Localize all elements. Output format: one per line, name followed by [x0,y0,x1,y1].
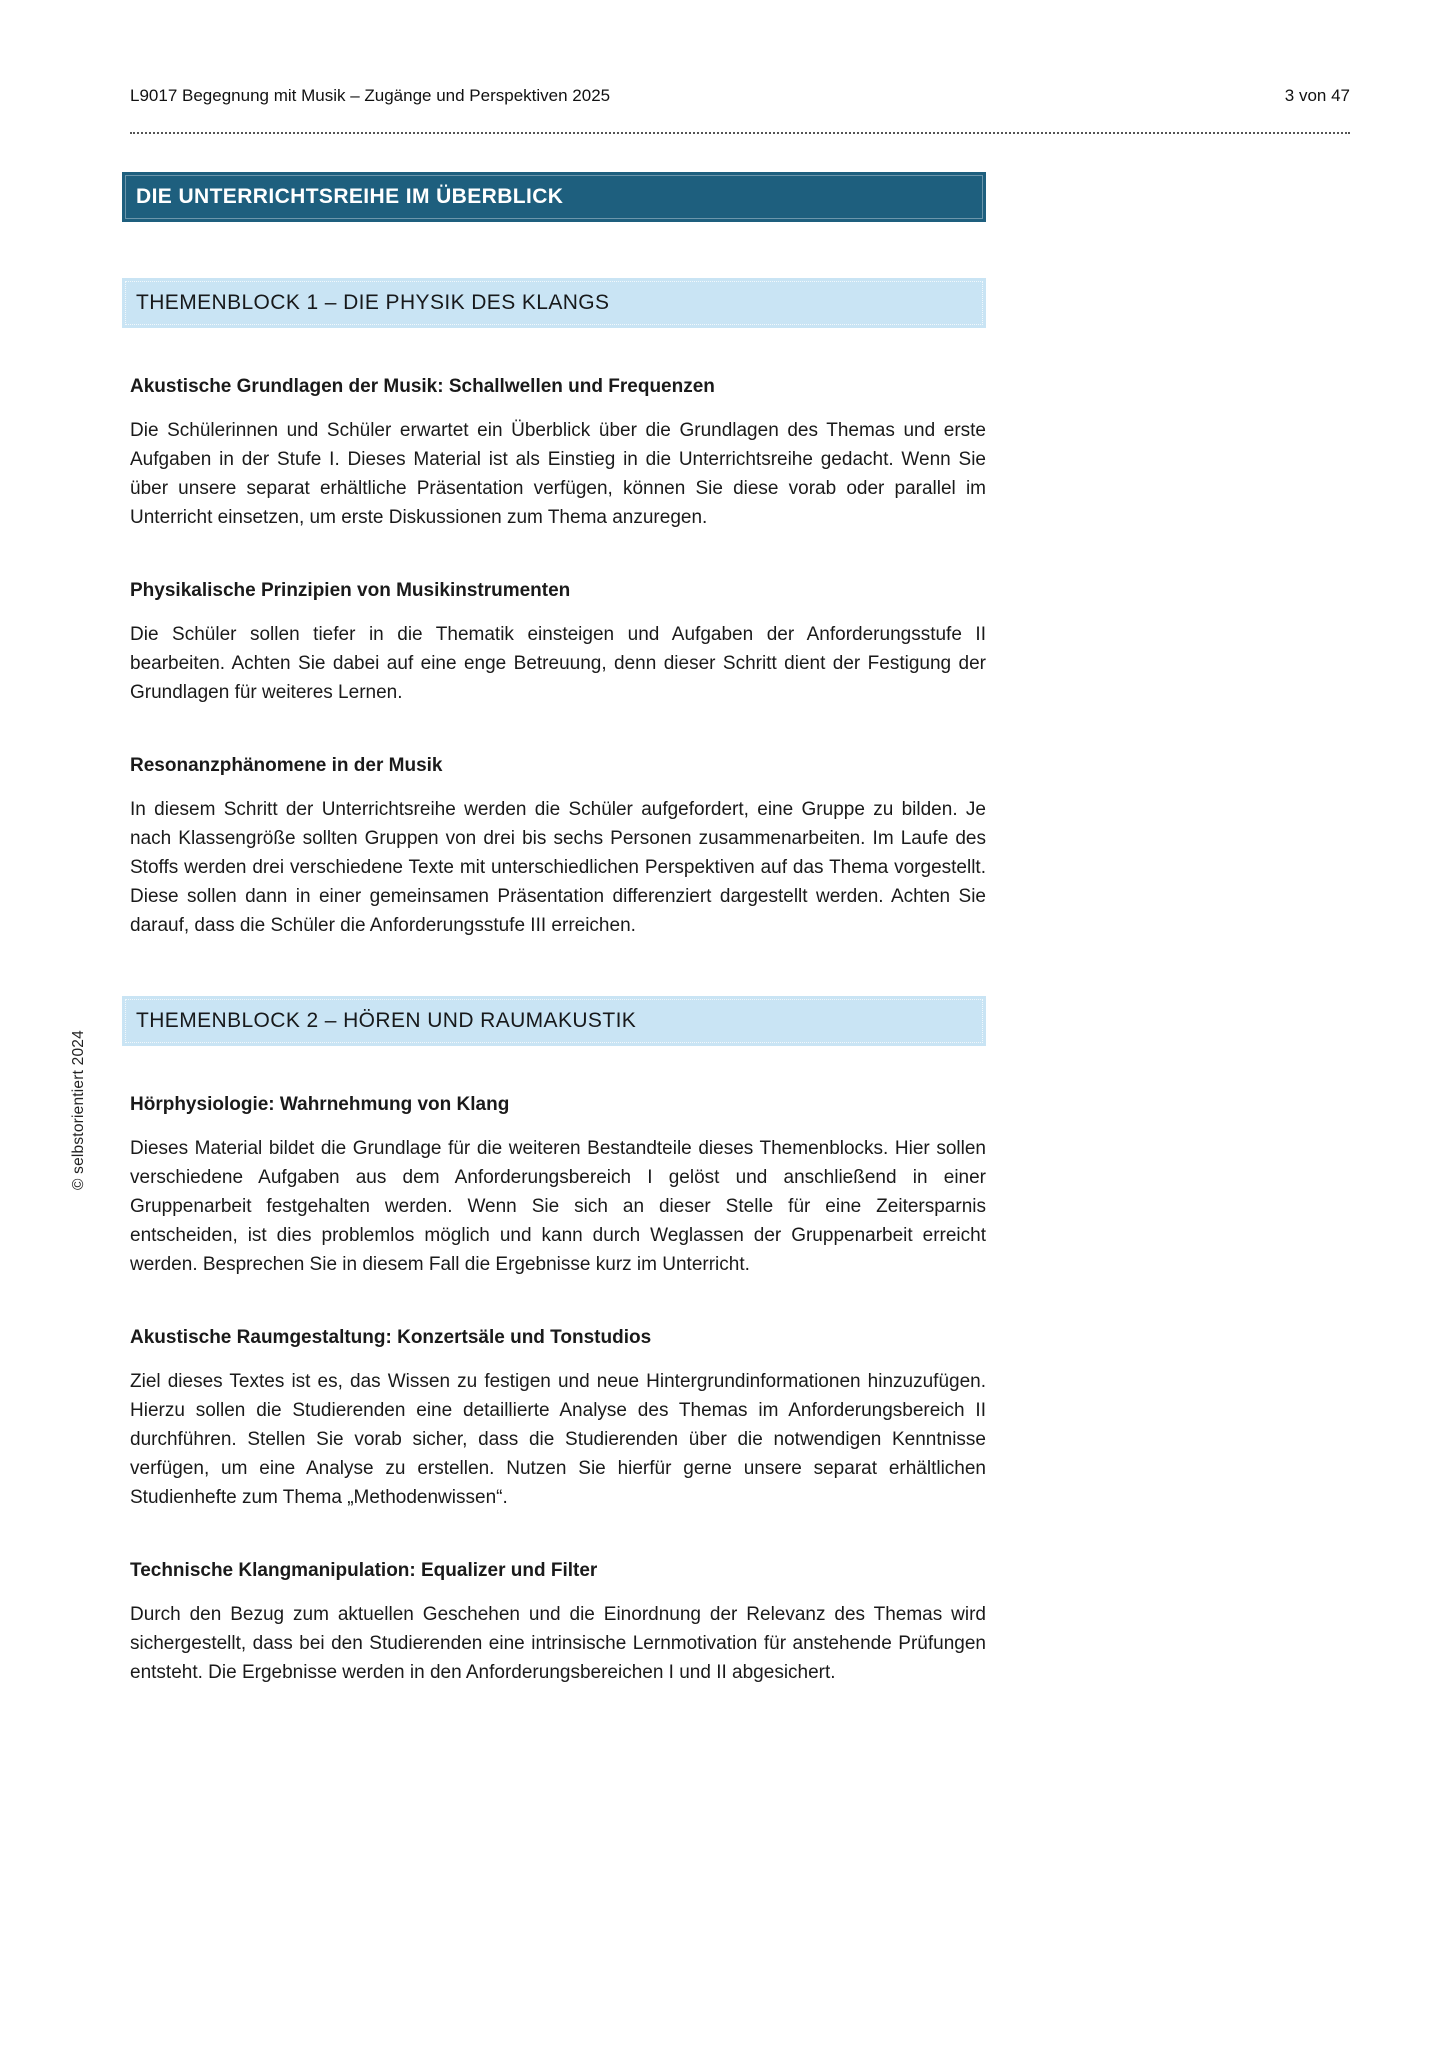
section-themenblock-1 [130,278,986,940]
page-header [130,86,1350,134]
item-body: Die Schüler sollen tiefer in die Thematik einsteigen und Aufgaben der Anforderungsstufe II bearbeiten. Achten Sie dabei auf eine enge Betreuung, denn dieser Schritt dient der Festigung der Grundlagen für weiteres Lernen. [130,624,986,703]
item-heading: Akustische Grundlagen der Musik: Schallwellen und Frequenzen [130,376,715,397]
document-content [130,144,986,1687]
copyright-note: © selbstorientiert 2024 [70,1030,87,1190]
section-banner: THEMENBLOCK 1 – DIE PHYSIK DES KLANGS [122,278,986,328]
item-heading: Hörphysiologie: Wahrnehmung von Klang [130,1094,510,1115]
item-heading: Akustische Raumgestaltung: Konzertsäle und Tonstudios [130,1327,652,1348]
item-heading: Resonanzphänomene in der Musik [130,755,443,776]
item-heading: Physikalische Prinzipien von Musikinstrumenten [130,580,571,601]
page-number: 3 von 47 [1284,86,1350,105]
header-title: L9017 Begegnung mit Musik – Zugänge und Perspektiven 2025 [130,86,611,105]
section-banner: THEMENBLOCK 2 – HÖREN UND RAUMAKUSTIK [122,996,986,1046]
item-body: In diesem Schritt der Unterrichtsreihe werden die Schüler aufgefordert, eine Gruppe zu bilden. Je nach Klassengröße sollten Gruppen von drei bis sechs Personen zusammenarbeiten. Im Laufe des Stoffs werden drei verschiedene Texte mit unterschiedlichen Perspektiven auf das Thema vorgestellt. Diese sollen dann in einer gemeinsamen Präsentation differenziert dargestellt werden. Achten Sie darauf, dass die Schüler die Anforderungsstufe III erreichen. [130,799,986,936]
item-body: Die Schülerinnen und Schüler erwartet ein Überblick über die Grundlagen des Themas und erste Aufgaben in der Stufe I. Dieses Material ist als Einstieg in die Unterrichtsreihe gedacht. Wenn Sie über unsere separat erhältliche Präsentation verfügen, können Sie diese vorab oder parallel im Unterricht einsetzen, um erste Diskussionen zum Thema anzuregen. [130,420,986,528]
item-body: Ziel dieses Textes ist es, das Wissen zu festigen und neue Hintergrundinformationen hinzuzufügen. Hierzu sollen die Studierenden eine detaillierte Analyse des Themas im Anforderungsbereich II durchführen. Stellen Sie vorab sicher, dass die Studierenden über die notwendigen Kenntnisse verfügen, um eine Analyse zu erstellen. Nutzen Sie hierfür gerne unsere separat erhältlichen Studienhefte zum Thema „Methodenwissen“. [130,1371,986,1508]
main-title-banner: DIE UNTERRICHTSREIHE IM ÜBERBLICK [122,172,986,222]
section-themenblock-2 [130,996,986,1687]
item-heading: Technische Klangmanipulation: Equalizer und Filter [130,1560,598,1581]
item-body: Durch den Bezug zum aktuellen Geschehen und die Einordnung der Relevanz des Themas wird sichergestellt, dass bei den Studierenden eine intrinsische Lernmotivation für anstehende Prüfungen entsteht. Die Ergebnisse werden in den Anforderungsbereichen I und II abgesichert. [130,1604,986,1683]
item-body: Dieses Material bildet die Grundlage für die weiteren Bestandteile dieses Themenblocks. Hier sollen verschiedene Aufgaben aus dem Anforderungsbereich I gelöst und anschließend in einer Gruppenarbeit festgehalten werden. Wenn Sie sich an dieser Stelle für eine Zeitersparnis entscheiden, ist dies problemlos möglich und kann durch Weglassen der Gruppenarbeit erreicht werden. Besprechen Sie in diesem Fall die Ergebnisse kurz im Unterricht. [130,1138,986,1275]
